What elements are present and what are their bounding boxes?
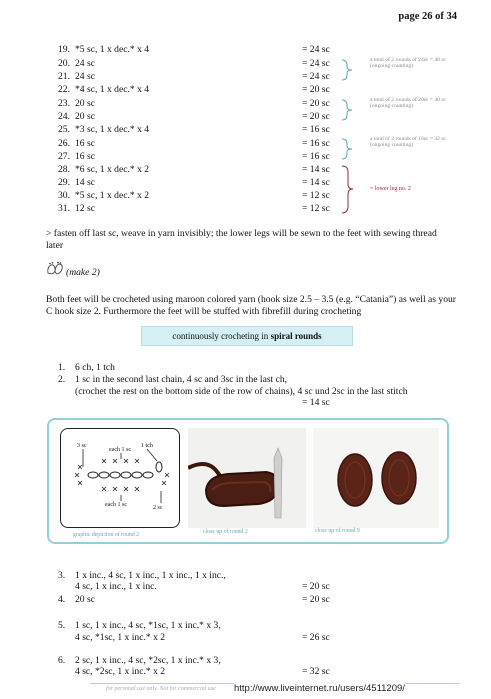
list-item: 31. 12 sc = 12 sc xyxy=(58,203,330,214)
list-item: 29. 14 sc = 14 sc xyxy=(58,177,330,188)
step-result: = 20 sc xyxy=(302,581,330,592)
footer-text: for personal use only. Not for commercial use xyxy=(106,686,216,692)
list-item: 19. *5 sc, 1 x dec.* x 4 = 24 sc xyxy=(58,44,330,55)
illustration-panel xyxy=(47,418,449,544)
note-rounds-20: a total of 2 rounds of 20sc = 40 sc (ongoing counting) xyxy=(370,97,447,110)
diagram-label: 3 sc xyxy=(77,443,87,449)
make-label: (make 2) xyxy=(66,267,100,278)
note-rounds-16: a total of 2 rounds of 16sc = 32 sc (ongoing counting) xyxy=(370,136,447,149)
step-number: 6. xyxy=(58,655,66,666)
section-banner: continuously crocheting in spiral rounds xyxy=(141,326,353,346)
note-rounds-24: a total of 2 rounds of 24sc = 48 sc (ongoing counting) xyxy=(370,57,447,70)
step-number: 4. xyxy=(58,594,66,605)
step-text: 4 sc, *1sc, 1 x inc.* x 2 xyxy=(75,632,166,643)
step-result: = 32 sc xyxy=(302,666,330,677)
list-item: 28. *6 sc, 1 x dec.* x 2 = 14 sc xyxy=(58,164,330,175)
fasten-off-text: > fasten off last sc, weave in yarn invisibly; the lower legs will be sewn to the feet with sewing thread later xyxy=(46,228,437,251)
step-text: 1 sc in the second last chain, 4 sc and 3sc in the last ch, xyxy=(75,374,288,385)
photo-round-2 xyxy=(188,428,306,528)
round-2-diagram xyxy=(60,428,180,528)
photo-round-9 xyxy=(313,428,439,528)
feet-icon xyxy=(46,261,64,276)
list-item: 26. 16 sc = 16 sc xyxy=(58,138,330,149)
step-text: 20 sc xyxy=(75,594,95,605)
step-result: = 26 sc xyxy=(302,632,330,643)
feet-intro-text: Both feet will be crocheted using maroon colored yarn (hook size 2.5 – 3.5 (e.g. “Catania”) as well as your C hook size 2. Furthermore the feet will be stuffed with fibrefill during crocheting xyxy=(46,294,457,317)
step-result: = 20 sc xyxy=(302,594,330,605)
step-number: 5. xyxy=(58,620,66,631)
step-text: 4 sc, 1 x inc., 1 x inc. xyxy=(75,581,157,592)
brace-icon xyxy=(340,137,356,161)
list-item: 25. *3 sc, 1 x dec.* x 4 = 16 sc xyxy=(58,124,330,135)
step-text: (crochet the rest on the bottom side of the row of chains), 4 sc und 2sc in the last stitch xyxy=(75,386,408,397)
step-text: 1 sc, 1 x inc., 4 sc, *1sc, 1 x inc.* x 3, xyxy=(75,620,221,631)
list-item: 27. 16 sc = 16 sc xyxy=(58,151,330,162)
step-text: 1 x inc., 4 sc, 1 x inc., 1 x inc., 1 x inc., xyxy=(75,570,226,581)
step-text: 4 sc, *2sc, 1 x inc.* x 2 xyxy=(75,666,166,677)
step-number: 2. xyxy=(58,374,66,385)
list-item: 21. 24 sc = 24 sc xyxy=(58,71,330,82)
list-item: 20. 24 sc = 24 sc xyxy=(58,58,330,69)
brace-icon xyxy=(340,98,356,122)
step-number: 1. xyxy=(58,362,66,373)
crochet-photo-icon xyxy=(188,428,306,528)
brace-icon xyxy=(340,58,356,82)
brace-icon xyxy=(340,164,356,215)
step-number: 3. xyxy=(58,570,66,581)
diagram-label: 2 sc xyxy=(153,505,163,511)
watermark-url: http://www.liveinternet.ru/users/4511209/ xyxy=(234,683,405,694)
list-item: 30. *5 sc, 1 x dec.* x 2 = 12 sc xyxy=(58,190,330,201)
list-item: 22. *4 sc, 1 x dec.* x 4 = 20 sc xyxy=(58,84,330,95)
step-text: 6 ch, 1 tch xyxy=(75,362,115,373)
list-item: 23. 20 sc = 20 sc xyxy=(58,98,330,109)
step-text: 2 sc, 1 x inc., 4 sc, *2sc, 1 x inc.* x 3, xyxy=(75,655,221,666)
step-result: = 14 sc xyxy=(302,397,330,408)
caption-photo-2: close up of round 9 xyxy=(315,528,360,534)
diagram-label: each 1 sc xyxy=(105,502,127,508)
diagram-label: each 1 sc xyxy=(109,447,131,453)
caption-photo-1: close up of round 2 xyxy=(203,529,248,535)
diagram-label: 1 tch xyxy=(141,443,153,449)
page-number: page 26 of 34 xyxy=(398,11,457,22)
caption-diagram: graphic depiction of round 2 xyxy=(73,532,140,538)
list-item: 24. 20 sc = 20 sc xyxy=(58,111,330,122)
note-lower-leg: = lower leg no. 2 xyxy=(370,186,411,192)
crochet-photo-icon xyxy=(313,428,439,528)
